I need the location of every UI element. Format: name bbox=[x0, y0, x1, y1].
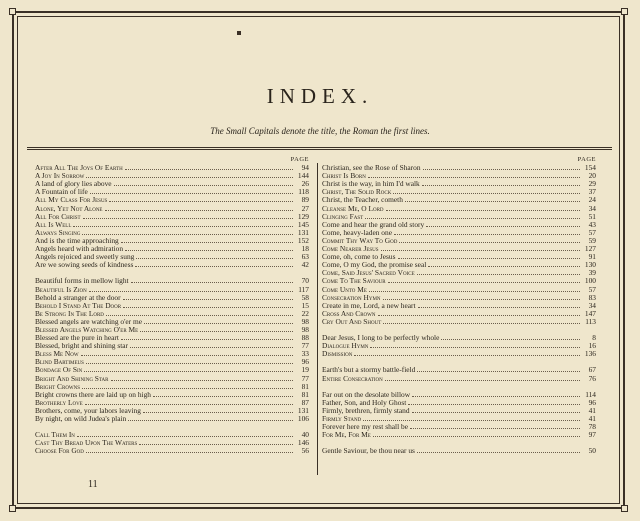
entry-title: Come, oh, come to Jesus bbox=[322, 252, 396, 262]
dot-leader bbox=[354, 350, 580, 356]
entry-page: 77 bbox=[301, 373, 309, 383]
index-entry bbox=[322, 350, 596, 358]
entry-title: All My Class For Jesus bbox=[35, 195, 108, 205]
entry-page: 76 bbox=[588, 373, 596, 383]
dot-leader bbox=[417, 366, 580, 372]
entry-title: A Fountain of life bbox=[35, 187, 88, 197]
corner-ornament bbox=[621, 505, 628, 512]
dot-leader bbox=[90, 188, 293, 194]
entry-title: Behold I Stand At The Door bbox=[35, 300, 122, 310]
entry-title: Christian, see the Rose of Sharon bbox=[322, 163, 421, 173]
entry-title: Dear Jesus, I long to be perfectly whole bbox=[322, 333, 440, 343]
entry-title: Are we sowing seeds of kindness bbox=[35, 260, 134, 270]
entry-page: 154 bbox=[584, 163, 596, 173]
entry-title: For Me, For Me bbox=[322, 430, 371, 440]
dot-leader bbox=[81, 350, 293, 356]
dot-leader bbox=[84, 366, 293, 372]
entry-title: Always Singing bbox=[35, 227, 81, 237]
dot-leader bbox=[114, 180, 293, 186]
dot-leader bbox=[365, 213, 580, 219]
entry-page: 59 bbox=[588, 235, 596, 245]
dot-leader bbox=[412, 391, 580, 397]
dot-leader bbox=[130, 342, 293, 348]
entry-title: After All The Joys Of Earth bbox=[35, 163, 123, 173]
entry-page: 40 bbox=[301, 430, 309, 440]
entry-title: Blessed are the pure in heart bbox=[35, 333, 119, 343]
dot-leader bbox=[441, 334, 580, 340]
header-rule bbox=[27, 147, 612, 148]
entry-page: 106 bbox=[297, 414, 309, 423]
index-entry bbox=[35, 261, 309, 269]
dot-leader bbox=[86, 172, 293, 178]
entry-title: Beautiful forms in mellow light bbox=[35, 276, 129, 286]
entry-title: Dialogue Hymn bbox=[322, 341, 369, 351]
entry-title: Beautiful Is Zion bbox=[35, 284, 87, 294]
entry-page: 117 bbox=[298, 284, 309, 294]
entry-title: Blind Bartimeus bbox=[35, 357, 84, 367]
index-entry bbox=[322, 431, 596, 439]
dot-leader bbox=[86, 447, 293, 453]
dot-leader bbox=[123, 302, 293, 308]
entry-title: Firmly, brethren, firmly stand bbox=[322, 405, 410, 415]
entry-title: Come Unto Me bbox=[322, 284, 367, 294]
entry-title: Earth's but a stormy battle-field bbox=[322, 365, 416, 375]
entry-page: 94 bbox=[301, 163, 309, 173]
entry-page: 77 bbox=[301, 341, 309, 351]
entry-page: 96 bbox=[588, 397, 596, 407]
entry-title: Cross And Crown bbox=[322, 308, 376, 318]
entry-page: 41 bbox=[588, 405, 596, 415]
entry-page: 131 bbox=[297, 227, 309, 237]
dot-leader bbox=[422, 180, 580, 186]
entry-title: Come, O my God, the promise seal bbox=[322, 260, 427, 270]
dot-leader bbox=[410, 423, 580, 429]
entry-page: 42 bbox=[301, 260, 309, 270]
entry-title: Alone, Yet Not Alone bbox=[35, 203, 103, 213]
entry-title: And is the time approaching bbox=[35, 235, 119, 245]
dot-leader bbox=[398, 253, 581, 259]
entry-title: By night, on wild Judea's plain bbox=[35, 414, 127, 423]
entry-title: Christ, the Teacher, cometh bbox=[322, 195, 403, 205]
entry-page: 78 bbox=[588, 422, 596, 432]
entry-page: 27 bbox=[301, 203, 309, 213]
dot-leader bbox=[111, 375, 294, 381]
entry-title: Behold a stranger at the door bbox=[35, 292, 121, 302]
dot-leader bbox=[369, 286, 580, 292]
entry-page: 131 bbox=[297, 405, 309, 415]
entry-page: 136 bbox=[584, 349, 596, 359]
dot-leader bbox=[125, 164, 293, 170]
dot-leader bbox=[408, 399, 580, 405]
entry-page: 118 bbox=[298, 187, 309, 197]
entry-title: Bondage Of Sin bbox=[35, 365, 83, 375]
dot-leader bbox=[417, 447, 580, 453]
top-ornament bbox=[237, 31, 241, 35]
index-entry bbox=[35, 415, 309, 423]
entry-page: 18 bbox=[301, 244, 309, 254]
entry-page: 89 bbox=[301, 195, 309, 205]
entry-page: 34 bbox=[588, 300, 596, 310]
entry-page: 29 bbox=[588, 179, 596, 189]
entry-title: Forever here my rest shall be bbox=[322, 422, 408, 432]
index-entry bbox=[322, 205, 596, 213]
dot-leader bbox=[131, 277, 293, 283]
group-gap bbox=[35, 423, 309, 431]
entry-page: 98 bbox=[301, 324, 309, 334]
dot-leader bbox=[417, 269, 580, 275]
dot-leader bbox=[121, 237, 293, 243]
entry-page: 19 bbox=[301, 365, 309, 375]
corner-ornament bbox=[9, 505, 16, 512]
dot-leader bbox=[82, 383, 293, 389]
entry-title: A Joy In Sorrow bbox=[35, 171, 85, 181]
entry-title: Clinging Fast bbox=[322, 211, 364, 221]
dot-leader bbox=[105, 205, 294, 211]
entry-title: All Is Well bbox=[35, 219, 72, 229]
entry-page: 83 bbox=[588, 292, 596, 302]
entry-page: 96 bbox=[301, 357, 309, 367]
entry-title: Bless Me Now bbox=[35, 349, 79, 359]
entry-title: Blessed angels are watching o'er me bbox=[35, 316, 143, 326]
entry-page: 22 bbox=[301, 308, 309, 318]
dot-leader bbox=[378, 310, 581, 316]
entry-page: 91 bbox=[588, 252, 596, 262]
entry-page: 41 bbox=[588, 414, 596, 423]
dot-leader bbox=[89, 286, 293, 292]
dot-leader bbox=[368, 172, 580, 178]
entry-page: 15 bbox=[301, 300, 309, 310]
entry-page: 144 bbox=[297, 171, 309, 181]
dot-leader bbox=[418, 302, 580, 308]
index-entry bbox=[322, 342, 596, 350]
entry-page: 97 bbox=[588, 430, 596, 440]
dot-leader bbox=[140, 326, 293, 332]
page-subtitle: The Small Capitals denote the title, the Roman the first lines. bbox=[210, 126, 430, 136]
dot-leader bbox=[363, 415, 580, 421]
entry-title: Father, Son, and Holy Ghost bbox=[322, 397, 407, 407]
dot-leader bbox=[136, 253, 293, 259]
dot-leader bbox=[383, 294, 580, 300]
dot-leader bbox=[428, 261, 580, 267]
header-rule bbox=[27, 149, 612, 150]
dot-leader bbox=[153, 391, 293, 397]
dot-leader bbox=[385, 375, 580, 381]
page-number: 11 bbox=[88, 479, 98, 490]
entry-page: 37 bbox=[588, 187, 596, 197]
entry-page: 81 bbox=[301, 381, 309, 391]
entry-title: Commit Thy Way To God bbox=[322, 235, 398, 245]
entry-title: Firmly Stand bbox=[322, 414, 362, 423]
entry-title: Entire Consecration bbox=[322, 373, 383, 383]
dot-leader bbox=[394, 229, 580, 235]
entry-page: 39 bbox=[588, 268, 596, 278]
entry-title: Come, heavy-laden one bbox=[322, 227, 392, 237]
entry-page: 24 bbox=[588, 195, 596, 205]
dot-leader bbox=[381, 245, 580, 251]
entry-page: 98 bbox=[301, 316, 309, 326]
entry-page: 50 bbox=[588, 446, 596, 456]
entry-title: Bright Crowns bbox=[35, 381, 81, 391]
dot-leader bbox=[399, 237, 580, 243]
dot-leader bbox=[83, 213, 293, 219]
dot-leader bbox=[423, 164, 580, 170]
entry-page: 51 bbox=[588, 211, 596, 221]
entry-title: Angels heard with admiration bbox=[35, 244, 124, 254]
entry-title: Call Them In bbox=[35, 430, 75, 440]
entry-title: Gentle Saviour, be thou near us bbox=[322, 446, 415, 456]
dot-leader bbox=[386, 205, 580, 211]
entry-page: 88 bbox=[301, 333, 309, 343]
entry-page: 100 bbox=[584, 276, 596, 286]
dot-leader bbox=[135, 261, 293, 267]
entry-page: 8 bbox=[592, 333, 596, 343]
entry-title: All For Christ bbox=[35, 211, 81, 221]
dot-leader bbox=[109, 196, 293, 202]
dot-leader bbox=[370, 342, 580, 348]
entry-title: Come To The Saviour bbox=[322, 276, 386, 286]
right-column bbox=[322, 156, 596, 455]
entry-page: 56 bbox=[301, 446, 309, 456]
entry-page: 127 bbox=[584, 244, 596, 254]
dot-leader bbox=[82, 229, 293, 235]
entry-title: Choose For God bbox=[35, 446, 84, 456]
entry-page: 130 bbox=[584, 260, 596, 270]
column-divider bbox=[317, 163, 318, 475]
entry-page: 114 bbox=[585, 389, 596, 399]
index-entry bbox=[322, 407, 596, 415]
entry-page: 57 bbox=[588, 227, 596, 237]
entry-title: Blessed Angels Watching O'er Me bbox=[35, 324, 139, 334]
page-title: INDEX. bbox=[266, 84, 374, 108]
right-entries bbox=[322, 164, 596, 455]
dot-leader bbox=[85, 399, 293, 405]
entry-page: 152 bbox=[297, 235, 309, 245]
entry-title: Cry Out And Shout bbox=[322, 316, 382, 326]
entry-title: Create in me, Lord, a new heart bbox=[322, 300, 416, 310]
entry-title: Cast Thy Bread Upon The Waters bbox=[35, 438, 138, 448]
entry-page: 34 bbox=[588, 203, 596, 213]
entry-page: 113 bbox=[585, 316, 596, 326]
entry-page: 87 bbox=[301, 397, 309, 407]
dot-leader bbox=[86, 358, 293, 364]
dot-leader bbox=[143, 407, 293, 413]
index-entry bbox=[35, 447, 309, 455]
entry-title: Brotherly Love bbox=[35, 397, 83, 407]
entry-page: 146 bbox=[297, 438, 309, 448]
dot-leader bbox=[73, 221, 293, 227]
entry-title: Be Strong In The Lord bbox=[35, 308, 104, 318]
page-column-label: PAGE bbox=[577, 156, 596, 163]
dot-leader bbox=[123, 294, 293, 300]
entry-title: Consecration Hymn bbox=[322, 292, 381, 302]
corner-ornament bbox=[621, 8, 628, 15]
left-column bbox=[35, 156, 309, 455]
entry-page: 58 bbox=[301, 292, 309, 302]
entry-page: 57 bbox=[588, 284, 596, 294]
entry-page: 147 bbox=[584, 308, 596, 318]
entry-title: Far out on the desolate billow bbox=[322, 389, 411, 399]
entry-page: 20 bbox=[588, 171, 596, 181]
entry-page: 70 bbox=[301, 276, 309, 286]
index-entry bbox=[322, 375, 596, 383]
dot-leader bbox=[125, 245, 293, 251]
dot-leader bbox=[144, 318, 293, 324]
entry-title: Dismission bbox=[322, 349, 353, 359]
entry-title: Bright crowns there are laid up on high bbox=[35, 389, 151, 399]
index-entry bbox=[35, 213, 309, 221]
entry-title: Christ is the way, in him I'd walk bbox=[322, 179, 420, 189]
dot-leader bbox=[77, 431, 293, 437]
entry-title: Come Nearer Jesus bbox=[322, 244, 379, 254]
entry-title: Cleanse Me, O Lord bbox=[322, 203, 384, 213]
dot-leader bbox=[405, 196, 580, 202]
dot-leader bbox=[139, 439, 293, 445]
dot-leader bbox=[373, 431, 580, 437]
entry-title: Christ, The Solid Rock bbox=[322, 187, 392, 197]
dot-leader bbox=[106, 310, 293, 316]
entry-title: Blessed, bright and shining star bbox=[35, 341, 128, 351]
entry-title: Come, Said Jesus' Sacred Voice bbox=[322, 268, 415, 278]
page-column-label: PAGE bbox=[290, 156, 309, 163]
entry-title: Come and hear the grand old story bbox=[322, 219, 425, 229]
index-entry bbox=[322, 447, 596, 455]
dot-leader bbox=[383, 318, 580, 324]
dot-leader bbox=[393, 188, 580, 194]
entry-page: 16 bbox=[588, 341, 596, 351]
dot-leader bbox=[412, 407, 580, 413]
index-entry bbox=[322, 318, 596, 326]
entry-page: 67 bbox=[588, 365, 596, 375]
entry-page: 26 bbox=[301, 179, 309, 189]
dot-leader bbox=[121, 334, 293, 340]
entry-title: Angels rejoiced and sweetly sung bbox=[35, 252, 135, 262]
entry-page: 145 bbox=[297, 219, 309, 229]
entry-page: 43 bbox=[588, 219, 596, 229]
entry-page: 63 bbox=[301, 252, 309, 262]
entry-page: 33 bbox=[301, 349, 309, 359]
corner-ornament bbox=[9, 8, 16, 15]
entry-title: A land of glory lies above bbox=[35, 179, 112, 189]
entry-page: 81 bbox=[301, 389, 309, 399]
entry-title: Bright And Shining Star bbox=[35, 373, 109, 383]
dot-leader bbox=[426, 221, 580, 227]
entry-title: Brothers, come, your labors leaving bbox=[35, 405, 141, 415]
dot-leader bbox=[128, 415, 293, 421]
dot-leader bbox=[388, 277, 580, 283]
left-entries bbox=[35, 164, 309, 455]
entry-title: Christ Is Born bbox=[322, 171, 366, 181]
entry-page: 129 bbox=[297, 211, 309, 221]
